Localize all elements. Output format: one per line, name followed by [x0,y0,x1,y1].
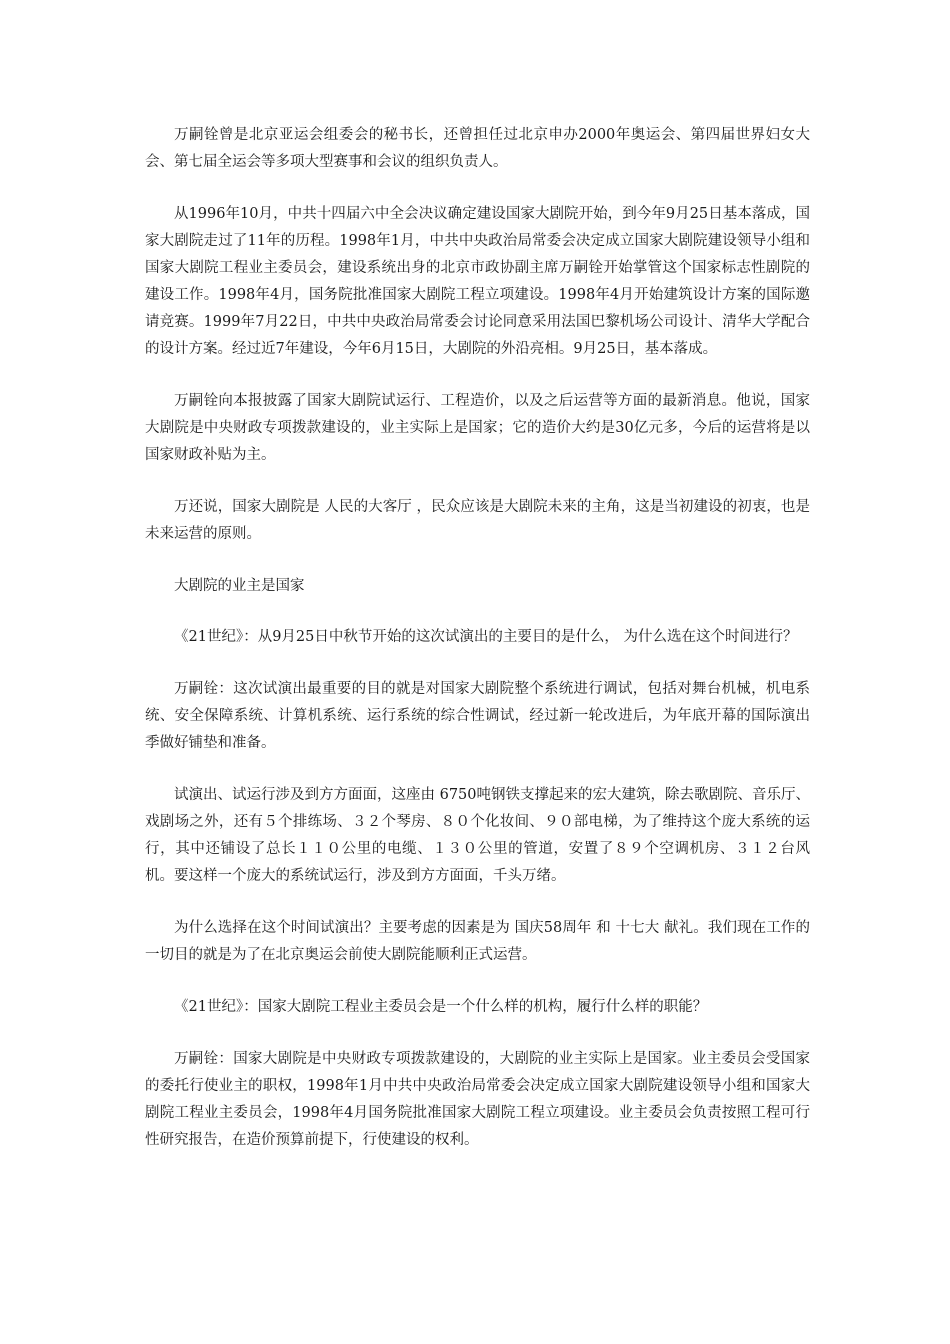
paragraph-building-facts: 试演出、试运行涉及到方方面面，这座由 6750吨钢铁支撑起来的宏大建筑，除去歌剧院、音乐厅、戏剧场之外，还有５个排练场、３２个琴房、８０个化妆间、９０部电梯，为了维持这个庞大系统的运行，其中还铺设了总长１１０公里的电缆、１３０公里的管道，安置了８９个空调机房、３１２台风机。要这样一个庞大的系统试运行，涉及到方方面面，千头万绪。 [145,787,811,884]
answer-trial-performance: 万嗣铨：这次试演出最重要的目的就是对国家大剧院整个系统进行调试，包括对舞台机械，机电系统、安全保障系统、计算机系统、运行系统的综合性调试，经过新一轮改进后，为年底开幕的国际演出季做好铺垫和准备。 [145,681,810,751]
answer-owner-committee: 万嗣铨：国家大剧院是中央财政专项拨款建设的，大剧院的业主实际上是国家。业主委员会受国家的委托行使业主的职权，1998年1月中共中央政治局常委会决定成立国家大剧院建设领导小组和国家大剧院工程业主委员会，1998年4月国务院批准国家大剧院工程立项建设。业主委员会负责按照工程可行性研究报告，在造价预算前提下，行使建设的权利。 [145,1051,810,1148]
question-owner-committee: 《21世纪》：国家大剧院工程业主委员会是一个什么样的机构，履行什么样的职能？ [174,999,708,1015]
paragraph-peoples-hall: 万还说，国家大剧院是 人民的大客厅 ，民众应该是大剧院未来的主角，这是当初建设的初衷，也是未来运营的原则。 [145,499,810,542]
paragraph-intro: 万嗣铨曾是北京亚运会组委会的秘书长，还曾担任过北京申办2000年奥运会、第四届世界妇女大会、第七届全运会等多项大型赛事和会议的组织负责人。 [145,127,810,170]
paragraph-history: 从1996年10月，中共十四届六中全会决议确定建设国家大剧院开始，到今年9月25日基本落成，国家大剧院走过了11年的历程。1998年1月，中共中央政治局常委会决定成立国家大剧院建设领导小组和国家大剧院工程业主委员会，建设系统出身的北京市政协副主席万嗣铨开始掌管这个国家标志性剧院的建设工作。1998年4月，国务院批准国家大剧院工程立项建设。1998年4月开始建筑设计方案的国际邀请竞赛。1999年7月22日，中共中央政治局常委会讨论同意采用法国巴黎机场公司设计、清华大学配合的设计方案。经过近7年建设，今年6月15日，大剧院的外沿亮相。9月25日，基本落成。 [145,206,810,357]
paragraph-timing: 为什么选择在这个时间试演出？主要考虑的因素是为 国庆58周年 和 十七大 献礼。我们现在工作的一切目的就是为了在北京奥运会前使大剧院能顺利正式运营。 [145,920,810,963]
paragraph-disclosure: 万嗣铨向本报披露了国家大剧院试运行、工程造价，以及之后运营等方面的最新消息。他说，国家大剧院是中央财政专项拨款建设的，业主实际上是国家；它的造价大约是30亿元多，今后的运营将是以国家财政补贴为主。 [145,393,810,463]
section-heading: 大剧院的业主是国家 [174,578,305,594]
question-trial-performance: 《21世纪》：从9月25日中秋节开始的这次试演出的主要目的是什么， 为什么选在这个时间进行？ [174,629,798,645]
article-body [145,122,810,1179]
